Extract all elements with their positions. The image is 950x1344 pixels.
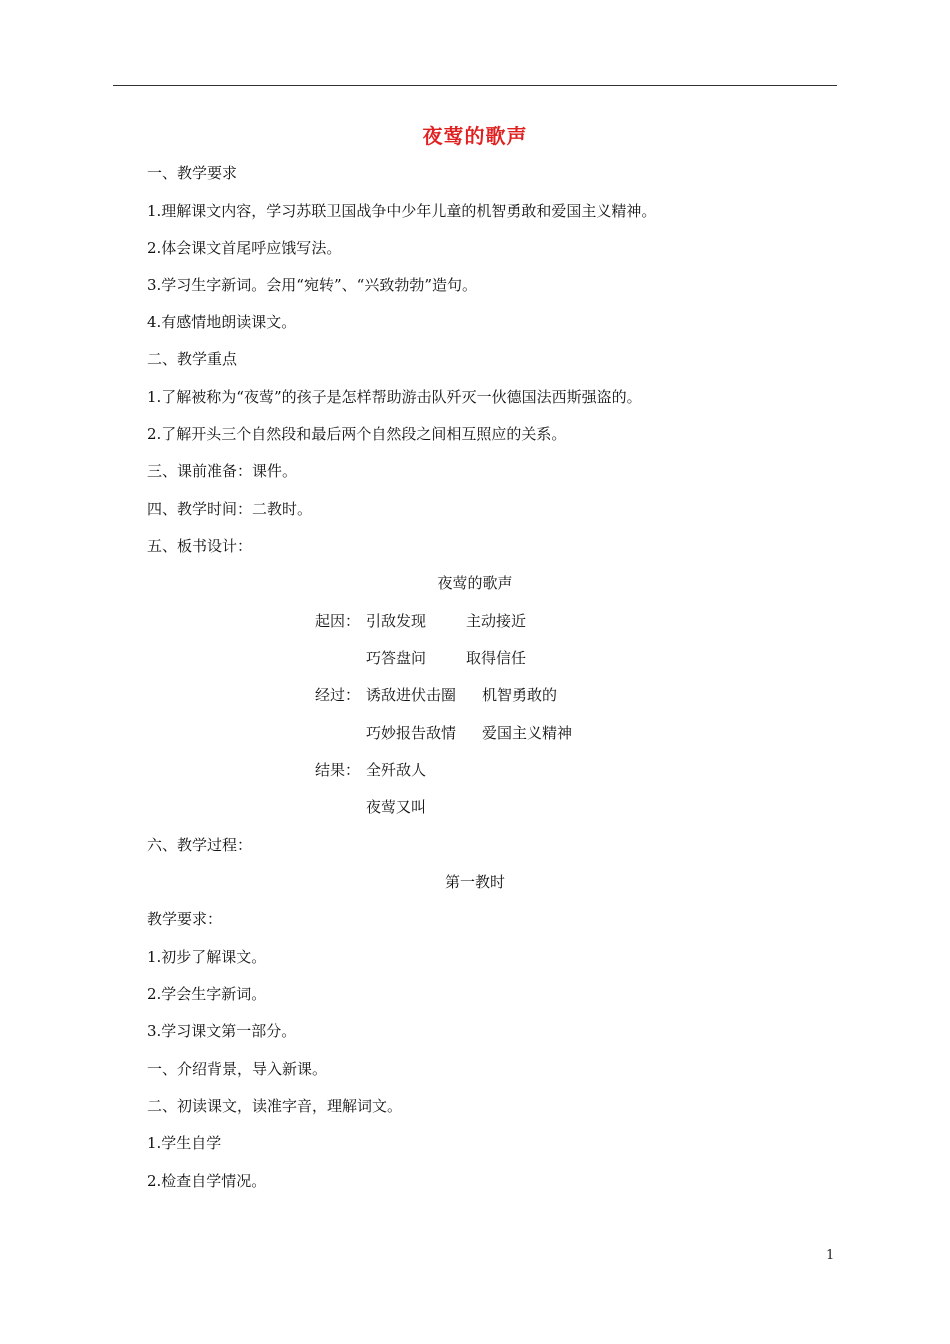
lesson-item: 3.学习课文第一部分。	[147, 1022, 297, 1040]
lesson-step: 二、初读课文，读准字音，理解词文。	[147, 1097, 403, 1115]
board-cell: 巧答盘问	[366, 649, 427, 667]
board-label: 经过：	[315, 686, 361, 704]
board-cell: 诱敌进伏击圈	[366, 686, 457, 704]
board-cell: 引敌发现	[366, 612, 427, 630]
requirement-item: 1.理解课文内容，学习苏联卫国战争中少年儿童的机智勇敢和爱国主义精神。	[147, 202, 657, 220]
board-cell: 巧妙报告敌情	[366, 724, 457, 742]
lesson-step: 一、介绍背景，导入新课。	[147, 1060, 328, 1078]
requirement-item: 4.有感情地朗读课文。	[147, 313, 297, 331]
lesson-title: 第一教时	[444, 873, 505, 891]
board-cell: 全歼敌人	[366, 761, 427, 779]
section-heading-requirements: 一、教学要求	[147, 164, 238, 182]
board-label: 结果：	[315, 761, 361, 779]
section-heading-board: 五、板书设计：	[147, 537, 253, 555]
section-heading-time: 四、教学时间：二教时。	[147, 500, 313, 518]
board-cell: 取得信任	[466, 649, 527, 667]
focus-item: 2.了解开头三个自然段和最后两个自然段之间相互照应的关系。	[147, 425, 567, 443]
board-label: 起因：	[315, 612, 361, 630]
board-cell: 主动接近	[466, 612, 527, 630]
board-cell: 夜莺又叫	[366, 798, 427, 816]
requirement-item: 3.学习生字新词。会用“宛转”、“兴致勃勃”造句。	[147, 276, 477, 294]
header-rule	[113, 85, 837, 86]
board-cell: 机智勇敢的	[482, 686, 558, 704]
board-title: 夜莺的歌声	[437, 574, 513, 592]
section-heading-focus: 二、教学重点	[147, 350, 238, 368]
lesson-substep: 2.检查自学情况。	[147, 1172, 267, 1190]
lesson-substep: 1.学生自学	[147, 1134, 222, 1152]
page-number: 1	[826, 1248, 835, 1263]
lesson-item: 1.初步了解课文。	[147, 948, 267, 966]
section-heading-process: 六、教学过程：	[147, 836, 253, 854]
requirement-item: 2.体会课文首尾呼应饿写法。	[147, 239, 342, 257]
board-cell: 爱国主义精神	[482, 724, 573, 742]
lesson-item: 2.学会生字新词。	[147, 985, 267, 1003]
lesson-requirements-heading: 教学要求：	[147, 910, 223, 928]
document-title: 夜莺的歌声	[422, 124, 528, 148]
section-heading-preparation: 三、课前准备：课件。	[147, 462, 298, 480]
focus-item: 1.了解被称为“夜莺”的孩子是怎样帮助游击队歼灭一伙德国法西斯强盗的。	[147, 388, 642, 406]
